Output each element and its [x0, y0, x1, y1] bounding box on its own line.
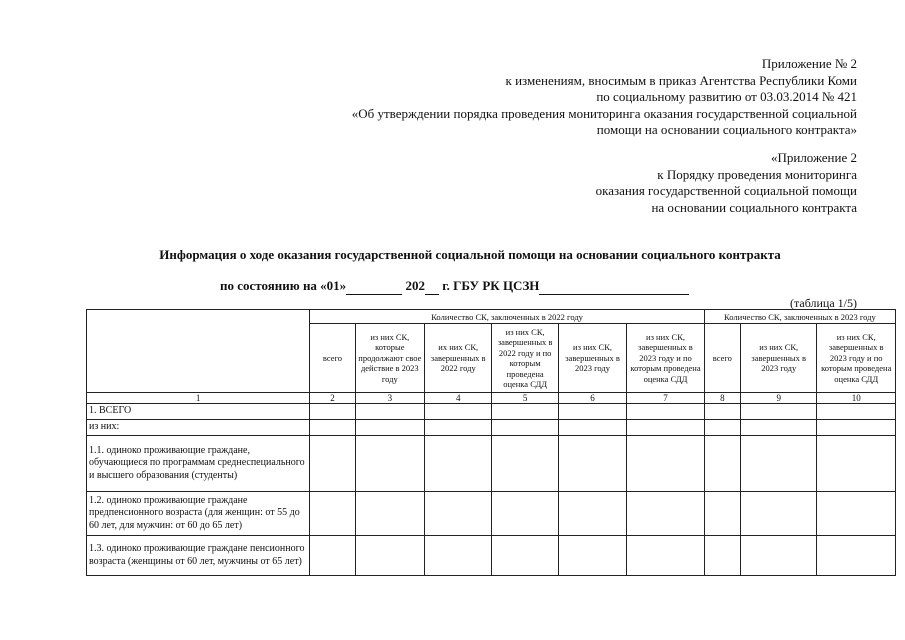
table-cell [627, 536, 705, 576]
date-blank [346, 278, 402, 295]
group-header-2023: Количество СК, заключенных в 2023 году [704, 310, 895, 324]
table-cell [425, 420, 492, 436]
table-cell [558, 404, 626, 420]
table-cell [492, 436, 558, 492]
row-label: 1. ВСЕГО [87, 404, 310, 420]
row-label: из них: [87, 420, 310, 436]
table-cell [425, 436, 492, 492]
table-row [87, 436, 896, 492]
column-number: 3 [355, 393, 424, 404]
subtitle-year: 202 [405, 278, 425, 293]
header-line: Приложение № 2 [761, 56, 857, 71]
column-header: из них СК, завершенных в 2023 году [740, 324, 816, 393]
column-number-row [87, 393, 896, 404]
table-row [87, 536, 896, 576]
column-header: из них СК, завершенных в 2023 году [558, 324, 626, 393]
table-cell [425, 536, 492, 576]
column-number: 7 [627, 393, 705, 404]
header-line: к изменениям, вносимым в приказ Агентства Республики Коми [505, 72, 857, 88]
table-cell [704, 436, 740, 492]
table-cell [355, 436, 424, 492]
monitoring-table [86, 309, 896, 576]
table-cell [817, 436, 896, 492]
table-cell [627, 436, 705, 492]
table-cell [310, 536, 355, 576]
table-cell [627, 404, 705, 420]
table-cell [817, 492, 896, 536]
table-cell [355, 536, 424, 576]
document-title: Информация о ходе оказания государственной социальной помощи на основании социального контракта [159, 247, 781, 262]
year-blank [425, 278, 439, 295]
table-cell [558, 436, 626, 492]
table-cell [425, 404, 492, 420]
table-cell [492, 420, 558, 436]
row-label: 1.3. одиноко проживающие граждане пенсионного возраста (женщины от 60 лет, мужчины от 65 лет) [87, 536, 310, 576]
table-cell [704, 420, 740, 436]
column-header: из них СК, которые продолжают свое действие в 2023 году [355, 324, 424, 393]
org-blank [539, 278, 689, 295]
table-cell [558, 420, 626, 436]
column-number: 6 [558, 393, 626, 404]
table-cell [740, 536, 816, 576]
table-cell [355, 492, 424, 536]
table-cell [310, 404, 355, 420]
header-line: оказания государственной социальной помощи [595, 183, 857, 198]
amendment-header [352, 56, 857, 139]
table-note: (таблица 1/5) [789, 296, 857, 310]
column-header: их них СК, завершенных в 2022 году [425, 324, 492, 393]
header-line: помощи на основании социального контракта» [596, 122, 857, 137]
row-header-corner [87, 310, 310, 393]
table-cell [817, 536, 896, 576]
column-number: 8 [704, 393, 740, 404]
column-number: 1 [87, 393, 310, 404]
table-cell [817, 404, 896, 420]
column-header: из них СК, завершенных в 2022 году и по которым проведена оценка СДД [492, 324, 558, 393]
header-line: «Приложение 2 [770, 150, 857, 165]
column-header: из них СК, завершенных в 2023 году и по которым проведена оценка СДД [627, 324, 705, 393]
table-cell [704, 536, 740, 576]
table-row [87, 420, 896, 436]
table-cell [704, 404, 740, 420]
table-cell [310, 492, 355, 536]
table-cell [355, 420, 424, 436]
column-number: 5 [492, 393, 558, 404]
subtitle-suffix: г. ГБУ РК ЦСЗН [438, 278, 540, 293]
column-header: всего [310, 324, 355, 393]
header-line: «Об утверждении порядка проведения мониторинга оказания государственной социальной [351, 105, 857, 121]
table-cell [740, 404, 816, 420]
header-line: на основании социального контракта [651, 199, 857, 215]
table-cell [740, 420, 816, 436]
table-cell [310, 436, 355, 492]
column-header: всего [704, 324, 740, 393]
header-line: по социальному развитию от 03.03.2014 № 421 [596, 89, 857, 104]
table-cell [558, 536, 626, 576]
table-cell [492, 492, 558, 536]
subtitle-prefix: по состоянию на «01» [220, 278, 347, 293]
row-label: 1.1. одиноко проживающие граждане, обучающиеся по программам среднеспециального и высшего образования (студенты) [87, 436, 310, 492]
header-line: к Порядку проведения мониторинга [657, 166, 857, 182]
table-cell [355, 404, 424, 420]
table-cell [310, 420, 355, 436]
column-number: 2 [310, 393, 355, 404]
table-cell [425, 492, 492, 536]
group-header-2022: Количество СК, заключенных в 2022 году [310, 310, 704, 324]
table-row [87, 404, 896, 420]
row-label: 1.2. одиноко проживающие граждане предпенсионного возраста (для женщин: от 55 до 60 лет, для мужчин: от 60 до 65 лет) [87, 492, 310, 536]
table-cell [627, 420, 705, 436]
table-cell [817, 420, 896, 436]
table-cell [704, 492, 740, 536]
column-number: 10 [817, 393, 896, 404]
document-subtitle [220, 278, 689, 295]
table-cell [627, 492, 705, 536]
column-number: 9 [740, 393, 816, 404]
table-cell [558, 492, 626, 536]
column-number: 4 [425, 393, 492, 404]
table-cell [740, 436, 816, 492]
table-cell [492, 404, 558, 420]
appendix-header [596, 150, 857, 216]
table-row [87, 492, 896, 536]
column-header: из них СК, завершенных в 2023 году и по которым проведена оценка СДД [817, 324, 896, 393]
table-cell [492, 536, 558, 576]
table-cell [740, 492, 816, 536]
